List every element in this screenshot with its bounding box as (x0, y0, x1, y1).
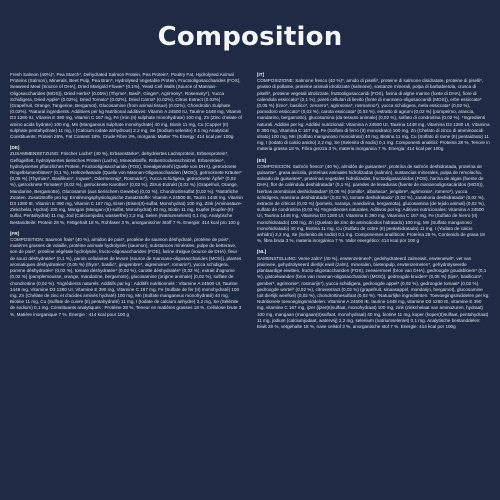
composition-block-fr (10, 231, 243, 318)
composition-block-es (257, 158, 490, 245)
right-column (257, 72, 490, 490)
composition-text-de: ZUSAMMENSETZUNG: Frischer Lachs* (40 %), Erbsenstärke*, dehydriertes Lachsprotein, Erbsenprotein*, Geflügelfett, hydrolysiertes tierisches Protein (Lachs), Mineralstoffe, Rübentrockenschnitzel, Erbsenkleie*, hydrolysiertes pflanzliches Protein, Fructooligosaccharide (FOS), Seealgenmehl (Quelle von DHA), getrocknete Ringelblumenblüten* (0,1 %), Hefezellwände (Quelle von Mannan-Oligosacchariden (MOS)), getrocknete Kräuter* (0,05 %) (Thymian*, Basilikum*, Ingwer*, Odermennig*, Rosmarin*), Yucca schidigera, getrocknete Äpfel* (0,02 %), getrocknete Tomaten* (0,02 %), getrocknete Karotten* (0,02 %), Zitrus-Extrakt (0,02 %) (Grapefruit, Orange, Mandarine, Bergamotte), Glucosamin (aus tierischem Gewebe) (0,02 %), Chondroitinsulfat (0,02 %). *Natürliche Zutaten. Zusatzstoffe pro kg: Ernährungsphysiologische Zusatzstoffe: Vitamin A 24500 IE, Taurin 1448 mg, Vitamin D3 1280 IE, Vitamin E 390 mg, Vitamin C 167 mg, Eisen (Eisen(II)-sulfat, Monohydrat) 100 mg, Zink (Aminosäure-Zinkchelat, Hydrat) 100 mg, Mangan (Mangan-(II)-sulfat, Monohydrat) 40 mg, Biotin 11 mg, Kupfer (Kupfer-(II)-sulfat, Pentahydrat) 11 mg, Jod (Calciumjodat, wasserfrei) 2,2 mg, Selen (Natriumselenit) 0,1 mg. Analytische Bestandteile: Protein 28 %, Fettgehalt 18 %, Rohfaser 3 %, anorganischer Stoff 7 %. Energie: 414 kcal pro 100 g (10, 151, 243, 225)
composition-text-fr: COMPOSITION: Saumon frais* (40 %), amidon de pois*, protéine de saumon déshydraté, protéine de pois*, matières grasses de volaille, protéine animale hydrolysée (saumon), substances minérales, pulpe de betterave, son de pois*, protéine végétale hydrolysée, fructo-oligosaccharides (FOS), farine d'algue (source de DHA), fleur de souci déshydratée* (0,1 %), parois cellulaires de levure (source de mannane-oligosaccharides (MOS)), plantes aromatiques déshydratées* (0,05 %) (thym*, basilic*, gingembre*, aigremoine*, romarin*), yucca schidigera, pomme déshydratée* (0,02 %), tomate déshydratée* (0,02 %), carotte déshydratée* (0,02 %), extrait d'agrume (0,02 %) (pamplemousse, orange, mandarine, bergamote), glucosamine (origine animale) (0,02 %), sulfate de chondroïtine (0,02 %). *Ingrédients naturels. Additifs par kg : Additifs nutritionnels : Vitamine A 24500 UI, Taurine 1448 mg, Vitamine D3 1280 UI, Vitamine E 390 mg, Vitamine C 167 mg, Fe (Sulfate de fer (II) monohydraté) 100 mg, Zn (Chélate de zinc et d'acides aminés hydraté) 100 mg, Mn (Sulfate manganeux monohydraté) 40 mg, Biotine 11 mg, Cu (Sulfate de cuivre (II) pentahydraté) 11 mg, I (Iodate de calcium anhydre) 2,2 mg, Se (Sélénite de sodium) 0,1 mg. Constituants analytiques : Protéine 28 %, Teneur en matières grasses 18 %, Cellulose brute 3 %, Matière inorganique 7 %. Énergie : 414 kcal pour 100 g (10, 237, 242, 317)
composition-block-nl (257, 249, 490, 330)
composition-text-es: COMPOSICIÓN: Salmón fresco* (40 %), almidón de guisantes*, proteína de salmón deshidratada, proteína de guisante*, grasa avícola, proteínas animales hidrolizadas (salmón), sustancias minerales, pulpa de remolacha, salvado de guisantes*, proteínas vegetales hidrolizadas, fructooligosacáridos (FOS), harina de algas (fuente de DHA), flor de caléndula deshidratada* (0,1 %), paredes de levaduras (fuente de mananooligosacáridos (MOS)), hierbas aromáticas deshidratadas* (0,05 %) (tomillo*, albahaca*, jengibre*, agrimonia*, romero*), yucca schidigera, manzana deshidratada* (0,02 %), tomate deshidratado* (0,02 %), zanahoria deshidratada* (0,02 %), extracto de cítricos (0,02 %) (pomelo, naranja, mandarina, bergamota), glucosamina (de tejido animal) (0,02 %), sulfato de condroitina (0,02 %).*Ingredientes naturales. Aditivos por kg: Aditivos nutricionales: Vitamina A 24500 UI, Taurina 1448 mg, Vitamina D3 1280 UI, Vitamina E 390 mg, Vitamina C 167 mg, Fe (Sulfato de hierro (II) monohidratado) 100 mg, Zn (Quelato de zinc de aminoácidos hidratado) 100 mg, Mn (Sulfato manganoso monohidratado) 40 mg, Biotina 11 mg, Cu (Sulfato de cobre (II) pentahidratado) 11 mg, I (Yodato de calcio anhidro) 2,2 mg, Se (Selenito de sodio) 0,1 mg. Componentes analíticos: Proteína 28 %, Contenido de grasa 18 %, fibra bruta 3 %, materia inorgánica 7 %. Valor energético: 414 kcal por 100 g (257, 163, 486, 244)
composition-text-it: COMPOSIZIONE: Salmone fresco (40 %)*, amido di piselli*, proteine di salmone disidratate, proteine di piselli*, grasso di pollame, proteine animali idrolizzate (salmone), sostanze minerali, polpa di barbabietola, crusca di piselli*, proteine vegetali idrolizzate, fruttooligosaccaridi (FOS), farina di alghe marine (fonte di DHA), fiore di calendula essiccato* (0,1 %), pareti cellulari di lievito (fonte di mannano-oligosaccaridi (MOS)), erbe essiccate* (0,05 %) (timo*, basilico*, zenzero*, agrimonia*, rosmarino*), yucca schidigera, mela essiccata* (0,02 %), pomodoro essiccato* (0,02 %), carota essiccata* (0,02 %), estratto di agrumi (0,02 %) (pompelmo, arancia, mandarino, bergamotto), glucosamina (da tessuto animale) (0,02 %), solfato di condroitina (0,02 %). *Ingredienti naturali. Additivi per kg: Additivi nutrizionali: Vitamina A 24500 UI, Taurina 1448 mg, Vitamina D3 1280 UI, Vitamina E 390 mg, Vitamina C 167 mg, Fe (Solfato di ferro (II) monoidrato) 100 mg, Zn (Chelato di zinco di amminoacidi idrato) 100 mg, Mn (Solfato manganoso monoidrato) 40 mg, Biotina 11 mg, Cu (Solfato di rame (II) pentaidrato) 11 mg, I (Iodato di calcio anidro) 2,2 mg, Se (Selenito di sodio) 0,1 mg. Componenti analitici: Proteina 28 %, Tenore in materia grassa 18 %, Fibra grezza 3 %, materia inorganica 7 %. Energia: 414 kcal per 100g (257, 78, 490, 152)
language-code-nl: [NL] (257, 249, 267, 255)
composition-text-en: Fresh Salmon (40%)*, Pea Starch*, Dehydrated Salmon Protein, Pea Protein*, Poultry Fat, Hydrolysed Animal Proteins (Salmon), Minerals, Beet Pulp, Pea Bran*, Hydrolysed Vegetable Protein, Fructooligosaccharides (FOS), Seaweed Meal (Source of DHA), Dried Marigold Flower* (0.1%), Yeast Cell Walls (Source of Mannan-Oligosaccharides (MOS)), Dried Herbs* (0.05%) (Thyme*, Basil*, Ginger*, Agrimony*, Rosemary*), Yucca Schidigera, Dried Apple* (0.02%), Dried Tomato* (0.02%), Dried Carrot* (0.02%), Citrus Extract (0.02%) (Grapefruit, Orange, Tangerine, Bergamot), Glucosamine (from animal tissue) (0.02%), Chondroitin Sulphate (0.02%). *Natural ingredients. Additives per kg Nutritional additives: Vitamin A 24500 IU, Taurine 1448 mg, Vitamin D3 1280 IU, Vitamin E 390 mg, Vitamin C 167 mg, Fe (Iron (II) sulphate monohydrate) 100 mg, Zn (Zinc chelate of amino acids hydrate) 100 mg, Mn (Manganous sulphate monohydrate) 40 mg, Biotin 11 mg, Cu (Copper (II) sulphate pentahydrate) 11 mg, I (Calcium iodate anhydrous) 2.2 mg, Se (Sodium selenite) 0.1 mg Analytical Constituents: Protein 28%, Fat Content 18%, Crude Fibre 3%, Inorganic Matter 7% Energy: 414 kcal per 100g (10, 72, 242, 140)
page-title: Composition (157, 22, 343, 52)
left-column (10, 72, 243, 490)
composition-columns (10, 72, 490, 490)
composition-block-it (257, 72, 490, 153)
language-code-de: [DE] (10, 145, 20, 151)
language-code-es: [ES] (257, 157, 267, 163)
composition-block-en (10, 72, 243, 140)
language-code-fr: [FR] (10, 230, 20, 236)
composition-text-nl: SAMENSTELLING: Verse zalm* (40 %), erwtenzetmeel*, gedehydrateerd zalmeiwit, erwteneiwit*, vet van pluimvee, gehydrolyseerd dierlijk eiwit (zalm), mineralen, bietenpulp, erwtenzemelen*, gehydrolyseerde plantaardige eiwitten, fructo-oligosacchariden (FOS), zeewiermeel (bron van DHA), gedroogde goudsbloem* (0,1 %), gistcelwanden (bron van mannan-oligosacchariden (MOS)), gedroogde kruiden* (0,05 %) (tijm*, basilicum*, gember*, agrimonie*, rosmarijn*), yucca schidigera, gedroogde appel* (0,02 %), gedroogde tomaat* (0,02 %), gedroogde wortel* (0,02 %), citrusextract (0,02 %) (grapefruit, sinaasappel, mandarijn, bergamot), glucosamine (uit dierlijk weefsel) (0,02 %), chondroïtinesulfaat (0,02 %). *Natuurlijke ingrediënten. Toevoegingsmiddelen per kg: Nutritionele toevoegingsmiddelen: Vitamine A 24500 IE, taurine 1448 mg, vitamine D3 1280 IE, vitamine E 390 mg, vitamine C 167 mg, ijzer (ijzer(II)sulfaat, monohydraat) 100 mg, zink (zinkchelaat van aminozuren, hydraat) 100 mg, mangaan (mangaan(II)sulfaat, monohydraat) 40 mg, biotine 11 mg, koper (koper(II)sulfaat, pentahydraat) 11 mg, jodium (calciumjodaat, watervrij) 2,2 mg, selenium (natriumseleniet) 0,1 mg. Analytische bestanddelen: Eiwit 28 %, vetgehalte 18 %, ruwe celstof 3 %, anorganische stof 7 %. Energie: 414 kcal per 100g (257, 255, 490, 329)
composition-block-de (10, 145, 243, 226)
language-code-it: [IT] (257, 72, 265, 77)
